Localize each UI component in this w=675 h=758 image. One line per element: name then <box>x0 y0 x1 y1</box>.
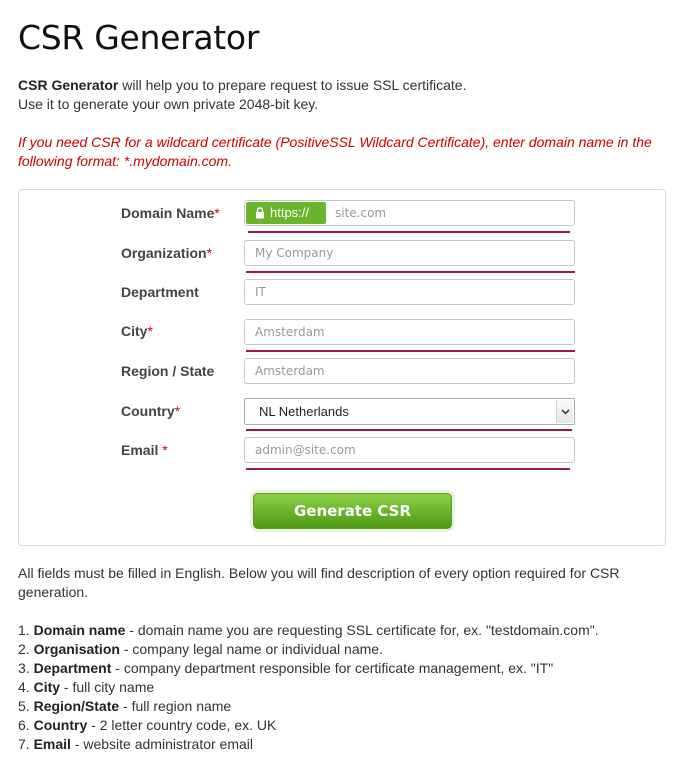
city-label <box>121 323 153 339</box>
city-input[interactable] <box>244 319 575 345</box>
required-marker: * <box>174 403 181 419</box>
list-item-term: Region/State <box>33 698 120 714</box>
list-item-term: Department <box>33 660 112 676</box>
list-item-number: 2. <box>18 641 34 657</box>
required-marker: * <box>214 205 220 221</box>
list-item-term: Country <box>33 717 88 733</box>
required-marker: * <box>147 323 153 339</box>
email-label-text: Email <box>121 442 163 458</box>
list-item <box>18 678 599 697</box>
country-label <box>121 403 180 419</box>
domain-underline <box>248 231 570 233</box>
organization-label-text: Organization <box>121 245 207 261</box>
chevron-down-icon[interactable] <box>556 400 573 423</box>
region-label-text: Region / State <box>121 363 215 379</box>
domain-label-text: Domain Name <box>121 205 215 221</box>
list-item-term: City <box>33 679 61 695</box>
list-item-number: 7. <box>18 736 34 752</box>
list-item-term: Organisation <box>33 641 120 657</box>
department-placeholder: IT <box>255 285 266 299</box>
list-item-number: 6. <box>18 717 34 733</box>
region-input[interactable] <box>244 358 575 384</box>
city-placeholder: Amsterdam <box>255 325 325 339</box>
list-item-term: Domain name <box>33 622 126 638</box>
list-item <box>18 697 599 716</box>
intro-line-1: will help you to prepare request to issue SSL certificate. <box>118 77 467 93</box>
field-definitions-list <box>18 621 599 754</box>
page-title: CSR Generator <box>18 18 260 57</box>
generate-csr-button[interactable]: Generate CSR <box>253 493 452 529</box>
country-underline <box>246 429 572 431</box>
list-item-text: - domain name you are requesting SSL certificate for, ex. "testdomain.com". <box>125 622 599 638</box>
required-marker: * <box>206 245 213 261</box>
intro-text <box>18 76 466 114</box>
country-select[interactable] <box>244 398 575 425</box>
wildcard-warning: If you need CSR for a wildcard certificate (PositiveSSL Wildcard Certificate), enter domain name in the following format: *.mydomain.com. <box>18 134 652 169</box>
https-badge <box>246 202 326 224</box>
country-label-text: Country <box>121 403 175 419</box>
department-input[interactable] <box>244 279 575 305</box>
city-underline <box>246 350 575 352</box>
lock-icon <box>255 204 265 226</box>
email-placeholder: admin@site.com <box>255 443 356 457</box>
list-item-text: - 2 letter country code, ex. UK <box>87 717 277 733</box>
list-item <box>18 659 599 678</box>
https-badge-text: https:// <box>270 205 310 220</box>
list-item <box>18 640 599 659</box>
email-input[interactable] <box>244 437 575 463</box>
city-label-text: City <box>121 323 148 339</box>
domain-label <box>121 205 220 221</box>
list-item <box>18 735 599 754</box>
country-selected-value: NL Netherlands <box>259 404 349 419</box>
list-item-text: - full city name <box>60 679 155 695</box>
region-label <box>121 363 214 379</box>
list-item-number: 5. <box>18 698 34 714</box>
list-item-text: - website administrator email <box>70 736 253 752</box>
list-item-number: 1. <box>18 622 34 638</box>
list-item-number: 4. <box>18 679 34 695</box>
list-item-term: Email <box>33 736 71 752</box>
list-item-text: - company department responsible for certificate management, ex. "IT" <box>111 660 554 676</box>
region-placeholder: Amsterdam <box>255 364 325 378</box>
organization-placeholder: My Company <box>255 246 334 260</box>
domain-input[interactable] <box>244 200 575 226</box>
intro-line-2: Use it to generate your own private 2048-bit key. <box>18 96 319 112</box>
list-item-text: - full region name <box>119 698 232 714</box>
domain-placeholder: site.com <box>335 206 387 220</box>
list-item <box>18 621 599 640</box>
fields-description: All fields must be filled in English. Below you will find description of every option required for CSR generation. <box>18 565 620 600</box>
list-item <box>18 716 599 735</box>
intro-product-name: CSR Generator <box>18 77 119 93</box>
department-label <box>121 284 199 300</box>
list-item-number: 3. <box>18 660 34 676</box>
required-marker: * <box>162 442 168 458</box>
email-label <box>121 442 168 458</box>
organization-underline <box>246 271 575 273</box>
organization-label <box>121 245 212 261</box>
organization-input[interactable] <box>244 240 575 266</box>
email-underline <box>246 468 570 470</box>
list-item-text: - company legal name or individual name. <box>119 641 383 657</box>
department-label-text: Department <box>121 284 199 300</box>
